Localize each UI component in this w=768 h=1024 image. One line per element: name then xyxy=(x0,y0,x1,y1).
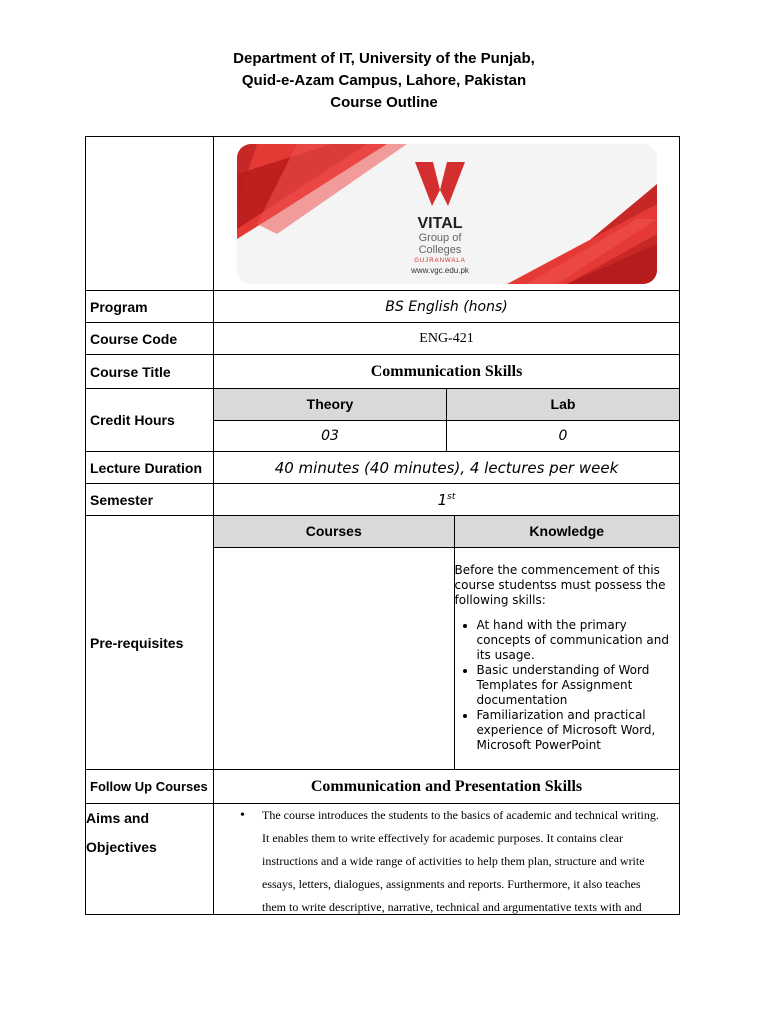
course-title-value: Communication Skills xyxy=(214,355,680,389)
semester-number: 1 xyxy=(437,490,448,509)
knowledge-intro: Before the commencement of this course studentss must possess the following skills: xyxy=(454,563,666,608)
aims-line: It enables them to write effectively for academic purposes. It contains clear xyxy=(262,831,623,845)
semester-value xyxy=(214,484,680,516)
course-code-row xyxy=(86,323,680,355)
lab-header: Lab xyxy=(447,389,680,420)
aims-label-line-2: Objectives xyxy=(86,839,157,855)
document-header xyxy=(0,48,768,114)
header-line-2: Quid-e-Azam Campus, Lahore, Pakistan xyxy=(241,72,527,89)
follow-up-value: Communication and Presentation Skills xyxy=(214,770,680,804)
college-logo xyxy=(214,137,679,290)
prerequisites-row xyxy=(86,516,680,770)
knowledge-list xyxy=(455,618,680,753)
aims-line: The course introduces the students to the basics of academic and technical writing. xyxy=(262,808,659,822)
header-line-3: Course Outline xyxy=(330,94,438,111)
courses-header: Courses xyxy=(214,516,454,547)
lab-hours: 0 xyxy=(447,420,680,451)
knowledge-item: • Familiarization and practical experience of Microsoft Word, Microsoft PowerPoint xyxy=(477,708,680,753)
header-line-1: Department of IT, University of the Punjab, xyxy=(233,50,535,67)
logo-sub-1: Group of xyxy=(418,231,461,244)
course-code-label: Course Code xyxy=(86,323,214,355)
prerequisites-label: Pre-requisites xyxy=(86,516,214,770)
course-outline-table xyxy=(85,136,680,915)
knowledge-item: • Basic understanding of Word Templates for Assignment documentation xyxy=(477,663,680,708)
aims-label-line-1: Aims and xyxy=(86,810,150,826)
aims-text xyxy=(214,804,679,914)
knowledge-header: Knowledge xyxy=(454,516,679,547)
follow-up-label: Follow Up Courses xyxy=(86,770,214,804)
lecture-duration-value: 40 minutes (40 minutes), 4 lectures per week xyxy=(214,452,680,484)
credit-hours-table xyxy=(214,389,679,451)
prerequisites-table xyxy=(214,516,679,769)
logo-sub-2: Colleges xyxy=(418,243,461,256)
program-row xyxy=(86,291,680,323)
logo-url: www.vgc.edu.pk xyxy=(410,265,469,275)
knowledge-cell xyxy=(454,547,679,769)
prerequisite-courses-cell xyxy=(214,547,454,769)
semester-row xyxy=(86,484,680,516)
lecture-duration-label: Lecture Duration xyxy=(86,452,214,484)
aims-line: essays, letters, dialogues, assignments and reports. Furthermore, it also teaches xyxy=(262,877,641,891)
follow-up-row xyxy=(86,770,680,804)
course-title-row xyxy=(86,355,680,389)
credit-hours-label: Credit Hours xyxy=(86,389,214,452)
theory-hours: 03 xyxy=(214,420,447,451)
semester-suffix: st xyxy=(447,491,456,502)
aims-line: them to write descriptive, narrative, technical and argumentative texts with and xyxy=(262,900,642,914)
knowledge-item: • At hand with the primary concepts of communication and its usage. xyxy=(477,618,680,663)
aims-bullet: • xyxy=(240,808,245,823)
college-logo-graphic xyxy=(237,144,657,284)
semester-label: Semester xyxy=(86,484,214,516)
program-label: Program xyxy=(86,291,214,323)
logo-brand: VITAL xyxy=(416,214,463,232)
aims-line: instructions and a wide range of activities to help them plan, structure and write xyxy=(262,854,645,868)
aims-row xyxy=(86,804,680,915)
program-value: BS English (hons) xyxy=(214,291,680,323)
aims-label xyxy=(86,804,214,915)
credit-hours-row xyxy=(86,389,680,452)
lecture-duration-row xyxy=(86,452,680,484)
theory-header: Theory xyxy=(214,389,447,420)
course-code-value: ENG-421 xyxy=(214,323,680,355)
logo-row xyxy=(86,137,680,291)
course-title-label: Course Title xyxy=(86,355,214,389)
logo-city: GUJRANWALA xyxy=(413,257,466,264)
